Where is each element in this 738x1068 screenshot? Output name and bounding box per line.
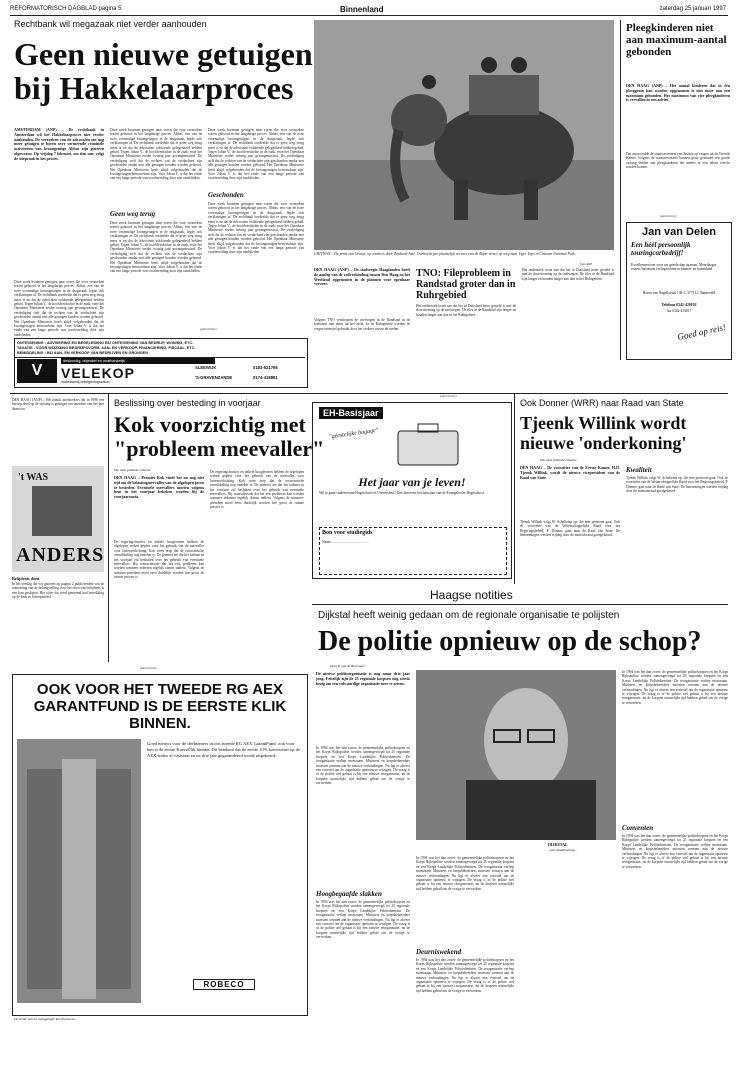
velekop-phone-2: 0174-418881 (253, 375, 278, 380)
anders-text: ANDERS (16, 544, 104, 566)
rg-ad-label: (advertentie) (140, 666, 157, 670)
pleeg-headline: Pleegkinderen niet aan maximum-aantal gebonden (626, 22, 727, 58)
tno-body-1: Het onderzoek toont aan dat het in Duitsland beter gesteld is met de doorstroming op de snelwegen. De files in de Randstad zijn langer en houden langer aan dan in het Ruhrgebied. (416, 304, 516, 317)
donner-lead: DEN HAAG – De voorzitter van de Eerste Kamer, H.D. Tjeenk Willink, wordt de nieuwe vicepresident van de Raad van State. (520, 466, 620, 480)
politie-kicker: Dijkstal heeft weinig gedaan om de regionale organisatie te polijsten (318, 610, 620, 621)
eh-ad-label: (advertentie) (440, 394, 457, 398)
hakkelaar-body-3: Deze week kwamen getuigen naar voren die voor verzoeken waren gehoord in het langdurige proces. Abbas, een van de twee voormalige kroongetuigen in de drugszaak, legde ook verklaringen af. De rechtbank oordeelde dat er geen weg terug meer is en dat de advocaten voldoende gelegenheid hebben gehad. Tegen Johan V., de hoofdverdachte in de zaak, eiste het Openbaar Ministerie eerder twintig jaar gevangenisstraf. De verdediging stelt dat de rechten van de verdachten zijn geschonden omdat niet alle getuigen konden worden gehoord. Het Openbaar Ministerie heeft altijd volgehouden dat de kroongetuigen betrouwbaar zijn. Voor Johan V. is dat het einde van een lange periode van voorbereiding door zijn raadslieden. (110, 221, 202, 274)
politie-byline: Door P. van de Breevaart (330, 664, 365, 668)
velekop-logo-icon: V (17, 359, 57, 383)
tno-headline: TNO: Fileprobleem in Randstad groter dan in Ruhrgebied (416, 268, 516, 301)
hakkelaar-body-2: Deze week kwamen getuigen naar voren die voor verzoeken waren gehoord in het langdurige proces. Abbas, een van de twee voormalige kroongetuigen in de drugszaak, legde ook verklaringen af. De rechtbank oordeelde dat er geen weg terug meer is en dat de advocaten voldoende gelegenheid hebben gehad. Tegen Johan V., de hoofdverdachte in de zaak, eiste het Openbaar Ministerie eerder twintig jaar gevangenisstraf. De verdediging stelt dat de rechten van de verdachten zijn geschonden omdat niet alle getuigen konden worden gehoord. Het Openbaar Ministerie heeft altijd volgehouden dat de kroongetuigen betrouwbaar zijn. Voor Johan V. is dat het einde van een lange periode van voorbereiding door zijn raadslieden. (110, 128, 202, 181)
donner-body-2: Tjeenk Willink volgt W. Scheltema op, die met pensioen gaat. Ook de voorzitter van de Wetenschappelijke Raad voor het Regeringsbeleid, P. Donner, gaat naar de Raad van State. De benoemingen werden vrijdag door de ministerraad goedgekeurd. (626, 476, 728, 494)
rg-headline: OOK VOOR HET TWEEDE RG AEX GARANTFUND IS DE EERSTE KLIK BINNEN. (33, 681, 287, 732)
haaglanden-body: Volgens TNO verdwijnen de snelwegen in de Randstad in de toekomst niet meer uit het zicht. In de Ruhrgebied worden de wegen intensief gebruikt door het verkeer tussen de steden. (314, 318, 410, 331)
hakkelaar-kicker: Rechtbank wil megazaak niet verder aanhouden (14, 19, 207, 29)
masthead-date: zaterdag 25 januari 1997 (659, 6, 726, 12)
velekop-phone-1: 0183-521766 (253, 365, 278, 370)
anders-brand: 't WAS (18, 472, 49, 483)
politie-body-4: In 1994 was het dan zover: de gemeentelijke politiekorpsen en het Korps Rijkspolitie werden samengevoegd tot 25 regionale korpsen en een Korps Landelijke Politiediensten. De reorganisatie verliep moeizaam. Ministers en korpsbeheerders moesten wennen aan de nieuwe verhoudingen. Nu ligt er alweer een voorstel om de organisatie opnieuw te wijzigen. De vraag is of de politie wel gebaat is bij een nieuwe reorganisatie, nu de korpsen nauwelijks tijd hebben gehad om de vorige te verwerken. (416, 958, 514, 993)
eh-text: Wil je gaan studeren aan Hogeschool of Universiteit? Doe dan eerst het basisjaar van de Evangelische Hogeschool. (319, 491, 485, 495)
kok-headline-1: Kok voorzichtig met (114, 412, 306, 437)
haaglanden-lead: DEN HAAG (ANP) – De stadsregio Haaglanden heeft de aanleg van de railverbinding tussen Den Haag en het Westland opgenomen in de plannen voor openbaar vervoer. (314, 268, 410, 287)
velekop-ad-label: (advertentie) (200, 327, 217, 331)
politie-sub-3: Conventen (622, 824, 654, 832)
politie-body-1: In 1994 was het dan zover: de gemeentelijke politiekorpsen en het Korps Rijkspolitie werden samengevoegd tot 25 regionale korpsen en een Korps Landelijke Politiediensten. De reorganisatie verliep moeizaam. Ministers en korpsbeheerders moesten wennen aan de nieuwe verhoudingen. Nu ligt er alweer een voorstel om de organisatie opnieuw te wijzigen. De vraag is of de politie wel gebaat is bij een nieuwe reorganisatie, nu de korpsen nauwelijks tijd hebben gehad om de vorige te verwerken. (316, 746, 410, 786)
kok-body-2: De regeringsfracties en enkele hoogleraren hebben de afgelopen weken gepleit voor het gebruik van de meevaller voor lastenverlichting. Kok wees erop dat de economische ontwikkeling nog onzeker is. De premier zei dat het kabinet in het voorjaar zal besluiten over het gebruik van eventuele meevallers. Hij waarschuwde dat het een probleem kan worden wanneer iedereen tegelijk claims indient. Volgens de minister-president moet eerst duidelijk worden hoe groot de ruimte precies is. (210, 470, 304, 510)
politie-body-5: In 1994 was het dan zover: de gemeentelijke politiekorpsen en het Korps Rijkspolitie werden samengevoegd tot 25 regionale korpsen en een Korps Landelijke Politiediensten. De reorganisatie verliep moeizaam. Ministers en korpsbeheerders moesten wennen aan de nieuwe verhoudingen. Nu ligt er alweer een voorstel om de organisatie opnieuw te wijzigen. De vraag is of de politie wel gebaat is bij een nieuwe reorganisatie, nu de korpsen nauwelijks tijd hebben gehad om de vorige te verwerken. (622, 670, 728, 705)
hakkelaar-headline-1: Geen nieuwe getuigen (14, 36, 313, 72)
politie-body-2: In 1994 was het dan zover: de gemeentelijke politiekorpsen en het Korps Rijkspolitie werden samengevoegd tot 25 regionale korpsen en een Korps Landelijke Politiediensten. De reorganisatie verliep moeizaam. Ministers en korpsbeheerders moesten wennen aan de nieuwe verhoudingen. Nu ligt er alweer een voorstel om de organisatie opnieuw te wijzigen. De vraag is of de politie wel gebaat is bij een nieuwe reorganisatie, nu de korpsen nauwelijks tijd hebben gehad om de vorige te verwerken. (416, 856, 514, 891)
jan-slogan: Een héél persoonlijk touringcarbedrijf! (631, 241, 691, 257)
velekop-line-2: TAXATIE : VOOR WIJZIGING BEDRIJFSVORM, AAN- EN VERKOOP, FINANCIERING, FISCAAL, ETC. (17, 346, 196, 350)
jan-text: Excellentvervoer voor uw gezelschap op maat. Meerdaagse reizen, busreizen en dagtochten in binnen- en buitenland. (631, 263, 717, 272)
donner-kicker: Ook Donner (WRR) naar Raad van State (520, 398, 684, 408)
velekop-line-3: BEMIDDELING : BIJ AAN- EN VERKOOP VAN BEDRIJVEN EN GRONDEN (17, 351, 148, 355)
pleeg-body: Dat antwoordde de staatssecretaris van Justitie op vragen uit de Tweede Kamer. Volgens de staatssecretaris kunnen grote gezinnen een goede opvang bieden aan pleegkinderen die anders in een tehuis terecht zouden komen. (626, 152, 730, 170)
photo-chitwan-credit: foto ANP (580, 262, 593, 266)
politie-body-3: In 1994 was het dan zover: de gemeentelijke politiekorpsen en het Korps Rijkspolitie werden samengevoegd tot 25 regionale korpsen en een Korps Landelijke Politiediensten. De reorganisatie verliep moeizaam. Ministers en korpsbeheerders moesten wennen aan de nieuwe verhoudingen. Nu ligt er alweer een voorstel om de organisatie opnieuw te wijzigen. De vraag is of de politie wel gebaat is bij een nieuwe reorganisatie, nu de korpsen nauwelijks tijd hebben gehad om de vorige te verwerken. (316, 900, 410, 940)
jan-name: Jan van Delen (642, 226, 716, 238)
politie-headline: De politie opnieuw op de schop? (318, 626, 702, 657)
hakkelaar-sub-2: Geschonden (208, 191, 244, 199)
donner-headline-1: Tjeenk Willink wordt (520, 413, 687, 433)
suitcase-icon (393, 419, 463, 469)
rg-aex-ad[interactable] (12, 674, 308, 1016)
rg-photo (17, 739, 141, 1003)
hakkelaar-body-4: Deze week kwamen getuigen naar voren die voor verzoeken waren gehoord in het langdurige proces. Abbas, een van de twee voormalige kroongetuigen in de drugszaak, legde ook verklaringen af. De rechtbank oordeelde dat er geen weg terug meer is en dat de advocaten voldoende gelegenheid hebben gehad. Tegen Johan V., de hoofdverdachte in de zaak, eiste het Openbaar Ministerie eerder twintig jaar gevangenisstraf. De verdediging stelt dat de rechten van de verdachten zijn geschonden omdat niet alle getuigen konden worden gehoord. Het Openbaar Ministerie heeft altijd volgehouden dat de kroongetuigen betrouwbaar zijn. Voor Johan V. is dat het einde van een lange periode van voorbereiding door zijn raadslieden. (208, 128, 304, 181)
politie-sub-2: Deurniswekend (416, 948, 462, 956)
kok-byline: Van onze politieke redactie (114, 468, 151, 472)
hakkelaar-sub-1: Geen weg terug (110, 210, 156, 218)
kok-headline-2: "probleem meevaller" (114, 436, 325, 461)
tno-body-2: Het onderzoek toont aan dat het in Duitsland beter gesteld is met de doorstroming op de snelwegen. De files in de Randstad zijn langer en houden langer aan dan in het Ruhrgebied. (522, 268, 614, 281)
hakkelaar-body-1: Deze week kwamen getuigen naar voren die voor verzoeken waren gehoord in het langdurige proces. Abbas, een van de twee voormalige kroongetuigen in de drugszaak, legde ook verklaringen af. De rechtbank oordeelde dat er geen weg terug meer is en dat de advocaten voldoende gelegenheid hebben gehad. Tegen Johan V., de hoofdverdachte in de zaak, eiste het Openbaar Ministerie eerder twintig jaar gevangenisstraf. De verdediging stelt dat de rechten van de verdachten zijn geschonden omdat niet alle getuigen konden worden gehoord. Het Openbaar Ministerie heeft altijd volgehouden dat de kroongetuigen betrouwbaar zijn. Voor Johan V. is dat het einde van een lange periode van voorbereiding door zijn raadslieden. (14, 280, 104, 337)
haagse-title: Haagse notities (430, 588, 513, 602)
politie-photo-caption: DIJKSTAL (548, 842, 568, 847)
jan-fax: fax 0342-414817 (666, 309, 692, 313)
jan-handwritten: Goed op reis! (676, 321, 727, 343)
politie-lead: De nieuwe politieorganisatie is nog maar drie jaar jong. Feitelijk zijn de 25 regionale korpsen nog steeds bezig om een volwaardige organisatie neer te zetten. (316, 672, 410, 686)
politie-sub-1: Hoogbegaafde slakken (316, 890, 382, 898)
velekop-city-2: 'S-GRAVENZANDE (195, 375, 233, 380)
donner-headline-2: nieuwe 'onderkoning' (520, 433, 687, 453)
donner-sub: Kwaliteit (626, 466, 652, 474)
hakkelaar-body-5: Deze week kwamen getuigen naar voren die voor verzoeken waren gehoord in het langdurige proces. Abbas, een van de twee voormalige kroongetuigen in de drugszaak, legde ook verklaringen af. De rechtbank oordeelde dat er geen weg terug meer is en dat de advocaten voldoende gelegenheid hebben gehad. Tegen Johan V., de hoofdverdachte in de zaak, eiste het Openbaar Ministerie eerder twintig jaar gevangenisstraf. De verdediging stelt dat de rechten van de verdachten zijn geschonden omdat niet alle getuigen konden worden gehoord. Het Openbaar Ministerie heeft altijd volgehouden dat de kroongetuigen betrouwbaar zijn. Voor Johan V. is dat het einde van een lange periode van voorbereiding door zijn raadslieden. (208, 202, 304, 255)
eh-tagline: Het jaar van je leven! (358, 475, 466, 489)
rg-body: Goed nieuws voor de deelnemers in ons tweede RG AEX GarantFund: ook voor hen is de eerste KoersKlik binnen. Dit betekent dat de eerste 10% koerswinst op de AEX-index al vaststaat en na drie jaar gegarandeerd wordt uitgekeerd. (147, 741, 300, 758)
rg-brand: ROBECO (193, 979, 255, 990)
velekop-name: VELEKOP (61, 365, 135, 381)
photo-chitwan-caption: CHITWAN – De prins van Oranje, op rondreis door Zuidoost-Azië. Overtocht per plaatselijk vervoer van de Rapti-rivier, op weg naar Tiger Tops in Chitwan National Park. (314, 252, 576, 256)
masthead-section: Binnenland (340, 5, 384, 14)
velekop-subname: makelaardij onteigeningszaken (61, 380, 111, 384)
masthead-paper: REFORMATORISCH DAGBLAD pagina 5 (10, 6, 122, 12)
pleeg-lead: DEN HAAG (ANP) – Het aantal kinderen dat in één pleeggezin kan worden opgenomen is niet meer aan een maximum gebonden. Het maximum van vier pleegkinderen is vervallen in een advies. (626, 84, 730, 103)
masthead-rule (10, 15, 728, 16)
jan-address: Baron van Nagellstraat 138-1, 3771 LL Barneveld (642, 291, 716, 295)
politie-photo-dijkstal (416, 670, 616, 840)
hakkelaar-headline-2: bij Hakkelaarproces (14, 70, 294, 106)
jan-ad[interactable] (626, 222, 732, 360)
donner-byline: Van onze politieke redactie (540, 458, 577, 462)
kok-kicker: Beslissing over besteding in voorjaar (114, 398, 261, 408)
velekop-line-1: ONTEIGENING : ADVISERING EN BEGELEIDING BIJ ONTEIGENING VAN BEDRIJF, WONING, ETC. (17, 341, 194, 345)
velekop-city-1: SLEEWIJK (195, 365, 217, 370)
eh-ad[interactable] (312, 402, 512, 579)
velekop-tagline: deskundig, objectief en onafhankelijk (61, 358, 215, 364)
jan-ad-label: (advertentie) (660, 214, 677, 218)
politie-body-6: In 1994 was het dan zover: de gemeentelijke politiekorpsen en het Korps Rijkspolitie werden samengevoegd tot 25 regionale korpsen en een Korps Landelijke Politiediensten. De reorganisatie verliep moeizaam. Ministers en korpsbeheerders moesten wennen aan de nieuwe verhoudingen. Nu ligt er alweer een voorstel om de organisatie opnieuw te wijzigen. De vraag is of de politie wel gebaat is bij een nieuwe reorganisatie, nu de korpsen nauwelijks tijd hebben gehad om de vorige te verwerken. (622, 834, 728, 869)
anders-ad[interactable] (12, 466, 104, 572)
belijdenis-title: Belijdenis doen (12, 576, 40, 581)
rg-note: De eerste van uw beleggingen kan fluctueren. (14, 1017, 76, 1021)
photo-chitwan (314, 20, 614, 250)
belijdenis-body: In het verslag dat wij gisteren op pagina 2 publiceerden van de toeneming van de belangstelling voor het doen van belijdenis is een fout geslopen. Het cijfer dat werd genoemd had betrekking op de kerk in Scherpenzeel. (12, 582, 104, 600)
eh-title: EH-Basisjaar (319, 407, 383, 419)
politie-photo-sub: ...niet daadkrachtig... (548, 848, 578, 852)
eh-bubble: "geestelijke bagage" (328, 427, 379, 441)
hakkelaar-lead: AMSTERDAM (ANP) – De rechtbank in Amsterdam wil het Hakkelaarproces niet verder aanhouden. De verzoeken van de advocaten om nog meer getuigen te horen over vermeende criminele activiteiten van kroongetuige Abbas zijn gisteren afgewezen. Op vrijdag 7 februari, om tien uur, volgt de sitepraak in het proces. (14, 128, 104, 161)
left-brief: DEN HAAG (ANP) – Het aantal asielzoekers dat in 1996 een beroep deed op de opvang is gestegen ten opzichte van het jaar daarvoor. (12, 398, 104, 411)
eh-form-title: Bon voor studiegids (322, 530, 373, 536)
velekop-ad[interactable] (14, 338, 308, 388)
donner-body-1: Tjeenk Willink volgt W. Scheltema op, die met pensioen gaat. Ook de voorzitter van de Wetenschappelijke Raad voor het Regeringsbeleid, P. Donner, gaat naar de Raad van State. De benoemingen werden vrijdag door de ministerraad goedgekeurd. (520, 520, 620, 538)
jan-phone: Telefoon 0342-420102 (661, 303, 697, 307)
kok-body-1: De regeringsfracties en enkele hoogleraren hebben de afgelopen weken gepleit voor het gebruik van de meevaller voor lastenverlichting. Kok wees erop dat de economische ontwikkeling nog onzeker is. De premier zei dat het kabinet in het voorjaar zal besluiten over het gebruik van eventuele meevallers. Hij waarschuwde dat het een probleem kan worden wanneer iedereen tegelijk claims indient. Volgens de minister-president moet eerst duidelijk worden hoe groot de ruimte precies is. (114, 540, 204, 580)
kok-lead: DEN HAAG – Premier Kok vindt het nu nog niet tijd om de belastingmeevaller van de afgelopen jaren te besteden. Eventuele meevallers moeten volgens hem in het voorjaar bekeken worden bij de voorjaarsnota. (114, 476, 204, 500)
eh-form-field[interactable]: Naam .......................................... (322, 540, 370, 544)
